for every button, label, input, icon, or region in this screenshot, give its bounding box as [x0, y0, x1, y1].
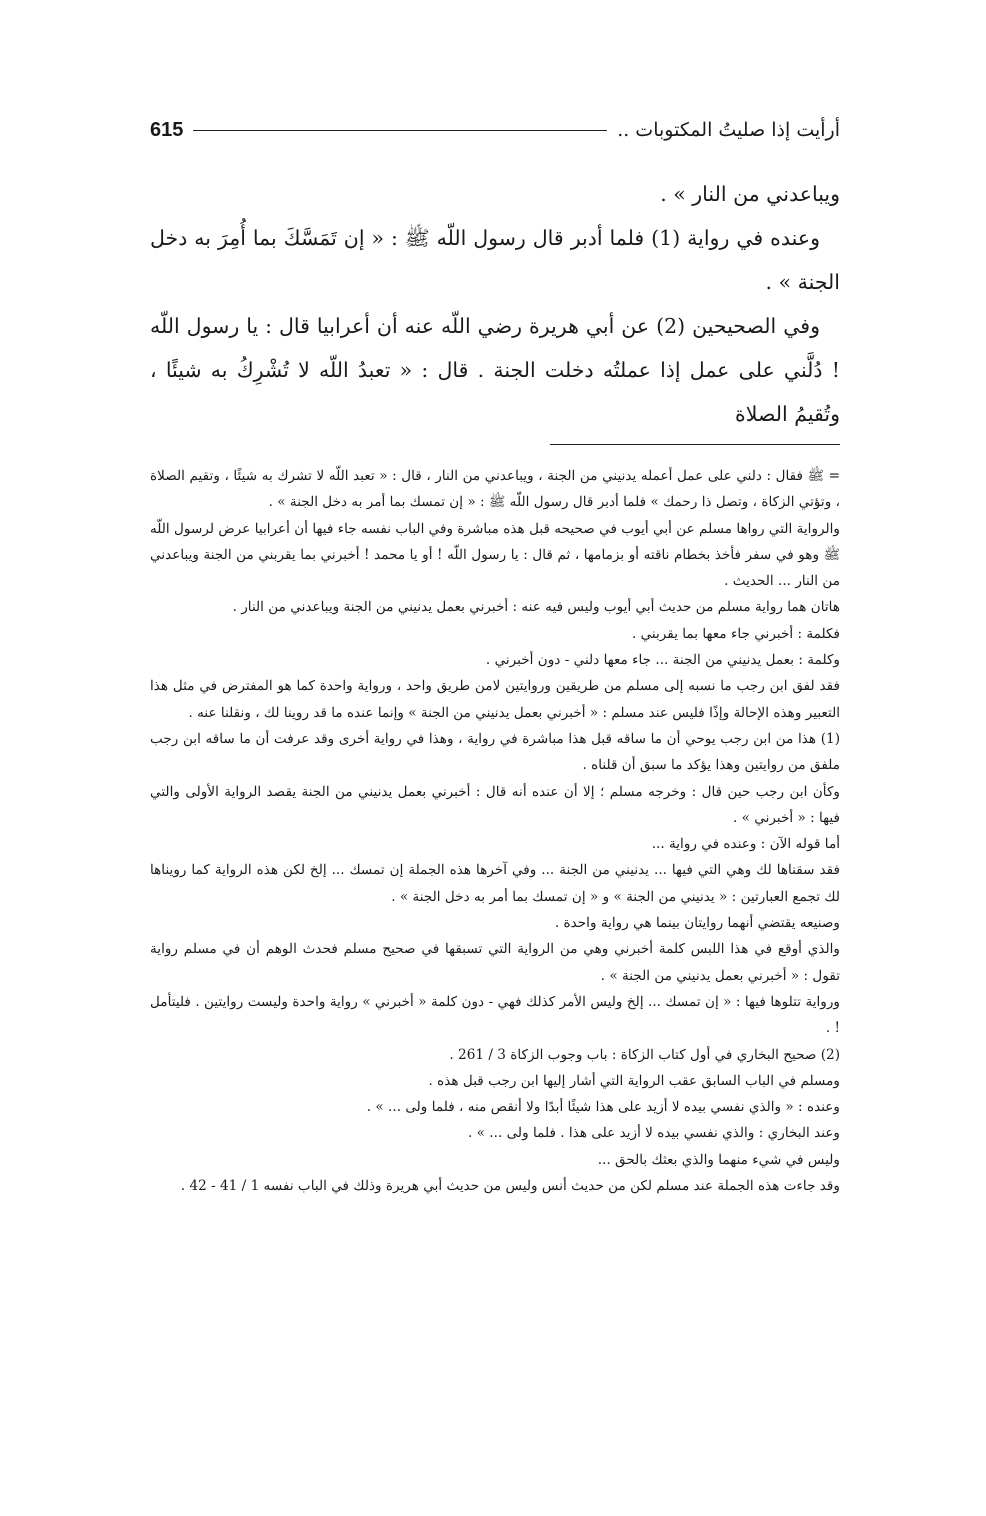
footnote-paragraph: فكلمة : أخبرني جاء معها بما يقربني . [631, 625, 840, 642]
header-title: أرأيت إذا صليتُ المكتوبات .. [617, 119, 840, 141]
footnote-paragraph: وقد جاءت هذه الجملة عند مسلم لكن من حديث أنس وليس من حديث أبي هريرة وذلك في الباب نفسه 1 / 41 - 42 . [180, 1178, 840, 1195]
running-header [150, 110, 840, 150]
footnote-paragraph: أما قوله الآن : وعنده في رواية ... [651, 836, 840, 853]
footnote-paragraph: والرواية التي رواها مسلم عن أبي أيوب في صحيحه قبل هذه مباشرة وفي الباب نفسه جاء فيها أن أعرابيا عرض لرسول اللّه ﷺ وهو في سفر فأخذ بخطام ناقته أو بزمامها ، ثم قال : يا رسول اللّه ! أو يا محمد ! أخبرني بما يقربني من الجنة ويباعدني من النار ... الحديث . [150, 520, 840, 590]
footnote-paragraph: = ﷺ فقال : دلني على عمل أعمله يدنيني من الجنة ، ويباعدني من النار ، قال : « تعبد اللّه لا تشرك به شيئًا ، وتقيم الصلاة ، وتؤتي الزكاة ، وتصل ذا رحمك » فلما أدبر قال رسول اللّه ﷺ : « إن تمسك بما أمر به دخل الجنة » . [150, 468, 840, 511]
document-page [150, 110, 840, 1199]
footnote-paragraph: والذي أوقع في هذا اللبس كلمة أخبرني وهي من الرواية التي تسبقها في صحيح مسلم فحدث الوهم أن في مسلم رواية تقول : « أخبرني بعمل يدنيني من الجنة » . [150, 941, 840, 984]
footnote-paragraph: وصنيعه يقتضي أنهما روايتان بينما هي رواية واحدة . [554, 915, 840, 932]
page-number: 615 [150, 118, 184, 141]
main-paragraph: ويباعدني من النار » . [660, 182, 840, 206]
footnote-paragraph: وعنده : « والذي نفسي بيده لا أزيد على هذا شيئًا أبدًا ولا أنقص منه ، فلما ولى ... » . [366, 1099, 840, 1116]
footnote-paragraph: (2) صحيح البخاري في أول كتاب الزكاة : باب وجوب الزكاة 3 / 261 . [449, 1046, 840, 1063]
footnote-separator [550, 444, 840, 445]
footnote-paragraph: وعند البخاري : والذي نفسي بيده لا أزيد على هذا . فلما ولى ... » . [468, 1125, 840, 1142]
footnotes [150, 463, 840, 1199]
footnote-paragraph: ومسلم في الباب السابق عقب الرواية التي أشار إليها ابن رجب قبل هذه . [428, 1072, 840, 1089]
footnote-paragraph: فقد لفق ابن رجب ما نسبه إلى مسلم من طريقين وروايتين لامن طريق واحد ، ورواية واحدة كما هو المفترض في مثل هذا التعبير وهذه الإحالة وإذًا فليس عند مسلم : « أخبرني بعمل يدنيني من الجنة » وإنما عنده ما قد روينا لك ، ونقلنا عنه . [150, 678, 840, 721]
footnote-paragraph: هاتان هما رواية مسلم من حديث أبي أيوب وليس فيه عنه : أخبرني بعمل يدنيني من الجنة ويباعدني من النار . [232, 599, 840, 616]
footnote-paragraph: فقد سقناها لك وهي التي فيها ... يدنيني من الجنة ... وفي آخرها هذه الجملة إن تمسك ... إلخ لكن هذه الرواية كما رويناها لك تجمع العبارتين : « يدنيني من الجنة » و « إن تمسك بما أمر به دخل الجنة » . [150, 862, 840, 905]
footnote-paragraph: (1) هذا من ابن رجب يوحي أن ما ساقه قبل هذا مباشرة في رواية ، وهذا في رواية أخرى وقد عرفت أن ما ساقه ابن رجب ملفق من روايتين وهذا يؤكد ما سبق أن قلناه . [150, 730, 840, 774]
footnote-paragraph: وليس في شيء منهما والذي بعثك بالحق ... [597, 1151, 840, 1168]
footnote-paragraph: وكأن ابن رجب حين قال : وخرجه مسلم ؛ إلا أن عنده أنه قال : أخبرني بعمل يدنيني من الجنة يقصد الرواية الأولى والتي فيها : « أخبرني » . [150, 783, 840, 826]
header-rule [193, 130, 607, 131]
main-text [150, 172, 840, 436]
main-paragraph: وفي الصحيحين (2) عن أبي هريرة رضي اللّه عنه أن أعرابيا قال : يا رسول اللّه ! دُلَّني على عمل إذا عملتُه دخلت الجنة . قال : « تعبدُ اللّه لا تُشْرِكُ به شيئًا ، وتُقيمُ الصلاة [150, 314, 840, 426]
footnote-paragraph: ورواية تتلوها فيها : « إن تمسك ... إلخ وليس الأمر كذلك فهي - دون كلمة « أخبرني » رواية واحدة وليست روايتين . فليتأمل ! . [150, 993, 840, 1037]
main-paragraph: وعنده في رواية (1) فلما أدبر قال رسول اللّه ﷺ : « إن تَمَسَّكَ بما أُمِرَ به دخل الجنة » . [150, 226, 840, 294]
footnote-paragraph: وكلمة : بعمل يدنيني من الجنة ... جاء معها دلني - دون أخبرني . [485, 652, 840, 669]
